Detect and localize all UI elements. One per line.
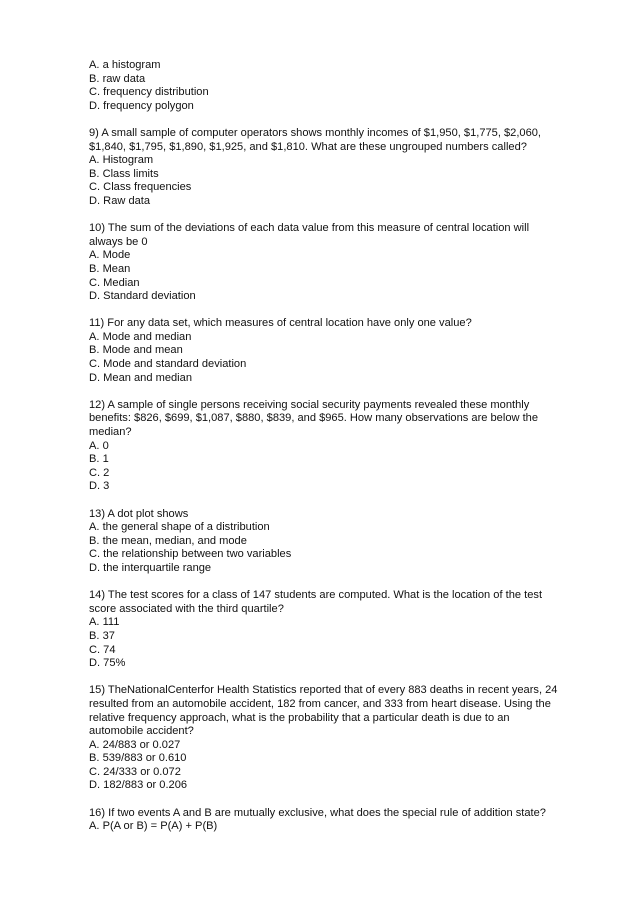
option-14d: D. 75% (89, 657, 126, 670)
option-9a: A. Histogram (89, 154, 154, 167)
option-8b: B. raw data (89, 72, 146, 85)
question-9-stem-line: $1,840, $1,795, $1,890, $1,925, and $1,810. What are these ungrouped numbers called? (89, 140, 527, 153)
question-16 (89, 807, 609, 834)
option-10a: A. Mode (89, 249, 131, 262)
option-15b: B. 539/883 or 0.610 (89, 752, 187, 765)
option-8c: C. frequency distribution (89, 86, 209, 99)
question-12-stem-line: median? (89, 426, 132, 439)
question-9 (89, 127, 609, 209)
option-11b: B. Mode and mean (89, 344, 183, 357)
question-13 (89, 508, 609, 576)
option-13d: D. the interquartile range (89, 561, 212, 574)
question-15-stem-line: relative frequency approach, what is the probability that a particular death is due to an (89, 711, 510, 724)
question-11 (89, 317, 609, 385)
question-11-stem-line: 11) For any data set, which measures of central location have only one value? (89, 317, 472, 330)
question-15-stem-line: resulted from an automobile accident, 182 from cancer, and 333 from heart disease. Using the (89, 697, 551, 710)
option-10b: B. Mean (89, 262, 131, 275)
question-13-stem-line: 13) A dot plot shows (89, 507, 189, 520)
question-10 (89, 222, 609, 304)
document-page (89, 59, 609, 847)
option-16a: A. P(A or B) = P(A) + P(B) (89, 820, 218, 833)
option-9d: D. Raw data (89, 194, 151, 207)
question-15-stem-line: automobile accident? (89, 725, 194, 738)
question-14-stem-line: 14) The test scores for a class of 147 students are computed. What is the location of the test (89, 589, 543, 602)
question-14 (89, 589, 609, 671)
question-10-stem-line: 10) The sum of the deviations of each data value from this measure of central location will (89, 222, 530, 235)
question-12 (89, 399, 609, 494)
option-11d: D. Mean and median (89, 371, 192, 384)
option-12a: A. 0 (89, 439, 109, 452)
question-15-stem-line: 15) TheNationalCenterfor Health Statistics reported that of every 883 deaths in recent years, 24 (89, 684, 558, 697)
question-16-stem-line: 16) If two events A and B are mutually exclusive, what does the special rule of addition state? (89, 806, 546, 819)
question-8-options (89, 59, 609, 113)
option-11a: A. Mode and median (89, 330, 192, 343)
option-14c: C. 74 (89, 643, 116, 656)
option-13b: B. the mean, median, and mode (89, 534, 247, 547)
option-9c: C. Class frequencies (89, 181, 192, 194)
question-9-stem-line: 9) A small sample of computer operators shows monthly incomes of $1,950, $1,775, $2,060, (89, 126, 542, 139)
option-12d: D. 3 (89, 480, 110, 493)
option-13c: C. the relationship between two variables (89, 548, 292, 561)
option-15d: D. 182/883 or 0.206 (89, 779, 188, 792)
option-14a: A. 111 (89, 616, 120, 629)
option-14b: B. 37 (89, 629, 115, 642)
option-15a: A. 24/883 or 0.027 (89, 738, 181, 751)
option-9b: B. Class limits (89, 167, 159, 180)
option-12c: C. 2 (89, 466, 110, 479)
option-10c: C. Median (89, 276, 140, 289)
question-14-stem-line: score associated with the third quartile? (89, 602, 284, 615)
option-13a: A. the general shape of a distribution (89, 521, 270, 534)
option-11c: C. Mode and standard deviation (89, 358, 247, 371)
question-10-stem-line: always be 0 (89, 235, 148, 248)
question-15 (89, 684, 609, 793)
question-12-stem-line: 12) A sample of single persons receiving social security payments revealed these monthly (89, 398, 530, 411)
option-10d: D. Standard deviation (89, 290, 196, 303)
option-8a: A. a histogram (89, 59, 161, 71)
option-12b: B. 1 (89, 453, 109, 466)
option-8d: D. frequency polygon (89, 99, 194, 112)
question-12-stem-line: benefits: $826, $699, $1,087, $880, $839, and $965. How many observations are below the (89, 412, 538, 425)
option-15c: C. 24/333 or 0.072 (89, 765, 181, 778)
